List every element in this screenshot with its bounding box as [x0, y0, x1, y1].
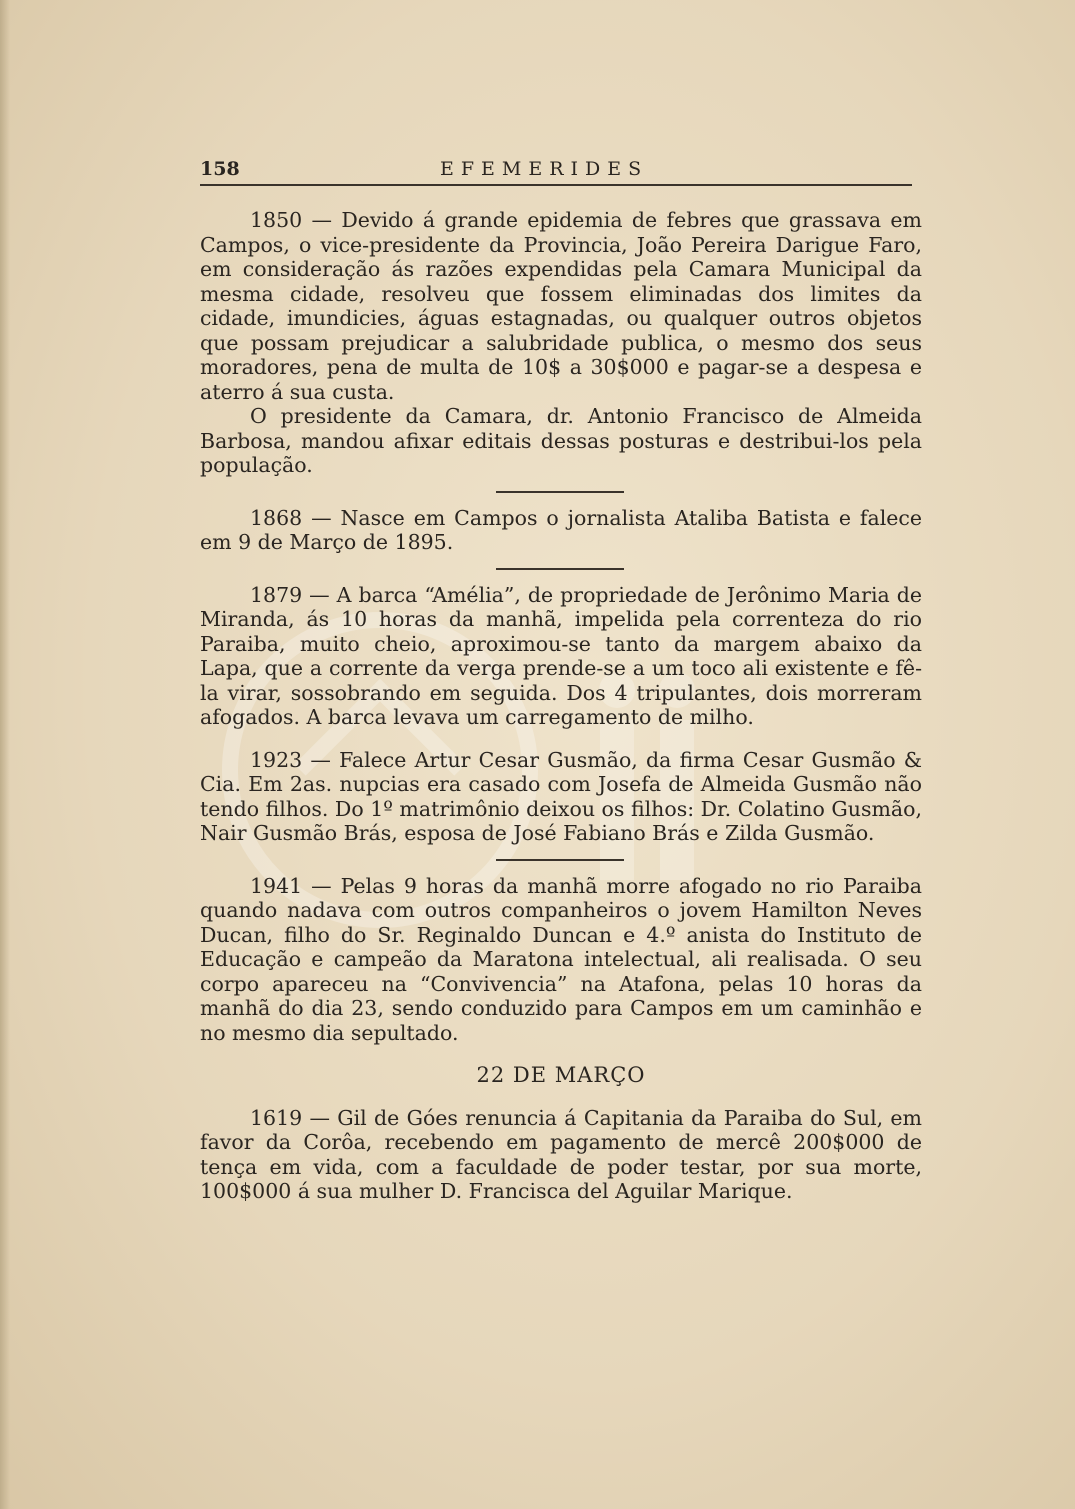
entry-1619	[200, 1106, 922, 1204]
entry-paragraph: O presidente da Camara, dr. Antonio Francisco de Almeida Barbosa, mandou afixar editais dessas posturas e destribui-los pela população.	[200, 404, 922, 477]
entry-paragraph: 1941 — Pelas 9 horas da manhã morre afogado no rio Paraiba quando nadava com outros companheiros o jovem Hamilton Neves Ducan, filho do Sr. Reginaldo Duncan e 4.º anista do Instituto de Educação e campeão da Maratona intelectual, ali realisada. O seu corpo apareceu na “Convivencia” na Atafona, pelas 10 horas da manhã do dia 23, sendo conduzido para Campos em um caminhão e no mesmo dia sepultado.	[200, 873, 922, 1045]
entry-paragraph: 1879 — A barca “Amélia”, de propriedade de Jerônimo Maria de Miranda, ás 10 horas da manhã, impelida pela correnteza do rio Paraiba, muito cheio, aproximou-se tanto da margem abaixo da Lapa, que a corrente da verga prende-se a um toco ali existente e fê-la virar, sossobrando em seguida. Dos 4 tripulantes, dois morreram afogados. A barca levava um carregamento de milho.	[200, 582, 922, 729]
separator-rule	[496, 859, 624, 861]
entry-1850	[200, 208, 922, 478]
entry-paragraph: 1619 — Gil de Góes renuncia á Capitania da Paraiba do Sul, em favor da Corôa, recebendo em pagamento de mercê 200$000 de tença em vida, com a faculdade de poder testar, por sua morte, 100$000 á sua mulher D. Francisca del Aguilar Marique.	[200, 1105, 922, 1203]
entry-1941	[200, 874, 922, 1046]
entry-gap	[200, 730, 922, 748]
body-text	[200, 208, 922, 1204]
page-number: 158	[200, 158, 240, 180]
entry-paragraph: 1923 — Falece Artur Cesar Gusmão, da firma Cesar Gusmão & Cia. Em 2as. nupcias era casado com Josefa de Almeida Gusmão não tendo filhos. Do 1º matrimônio deixou os filhos: Dr. Colatino Gusmão, Nair Gusmão Brás, esposa de José Fabiano Brás e Zilda Gusmão.	[200, 747, 922, 845]
page-header	[200, 158, 912, 186]
page-edge-shadow	[0, 0, 10, 1509]
entry-paragraph: 1850 — Devido á grande epidemia de febres que grassava em Campos, o vice-presidente da Provincia, João Pereira Darigue Faro, em consideração ás razões expendidas pela Camara Municipal da mesma cidade, resolveu que fossem eliminadas dos limites da cidade, imundicies, águas estagnadas, ou qualquer outros objetos que possam prejudicar a salubridade publica, o mesmo dos seus moradores, pena de multa de 10$ a 30$000 e pagar-se a despesa e aterro á sua custa.	[200, 208, 922, 404]
entry-1923	[200, 748, 922, 846]
separator-rule	[496, 568, 624, 570]
running-title: EFEMERIDES	[440, 158, 649, 180]
section-heading: 22 DE MARÇO	[476, 1063, 646, 1087]
entry-1868	[200, 506, 922, 555]
entry-1879	[200, 583, 922, 730]
entry-paragraph: 1868 — Nasce em Campos o jornalista Ataliba Batista e falece em 9 de Março de 1895.	[200, 505, 922, 554]
separator-rule	[496, 491, 624, 493]
